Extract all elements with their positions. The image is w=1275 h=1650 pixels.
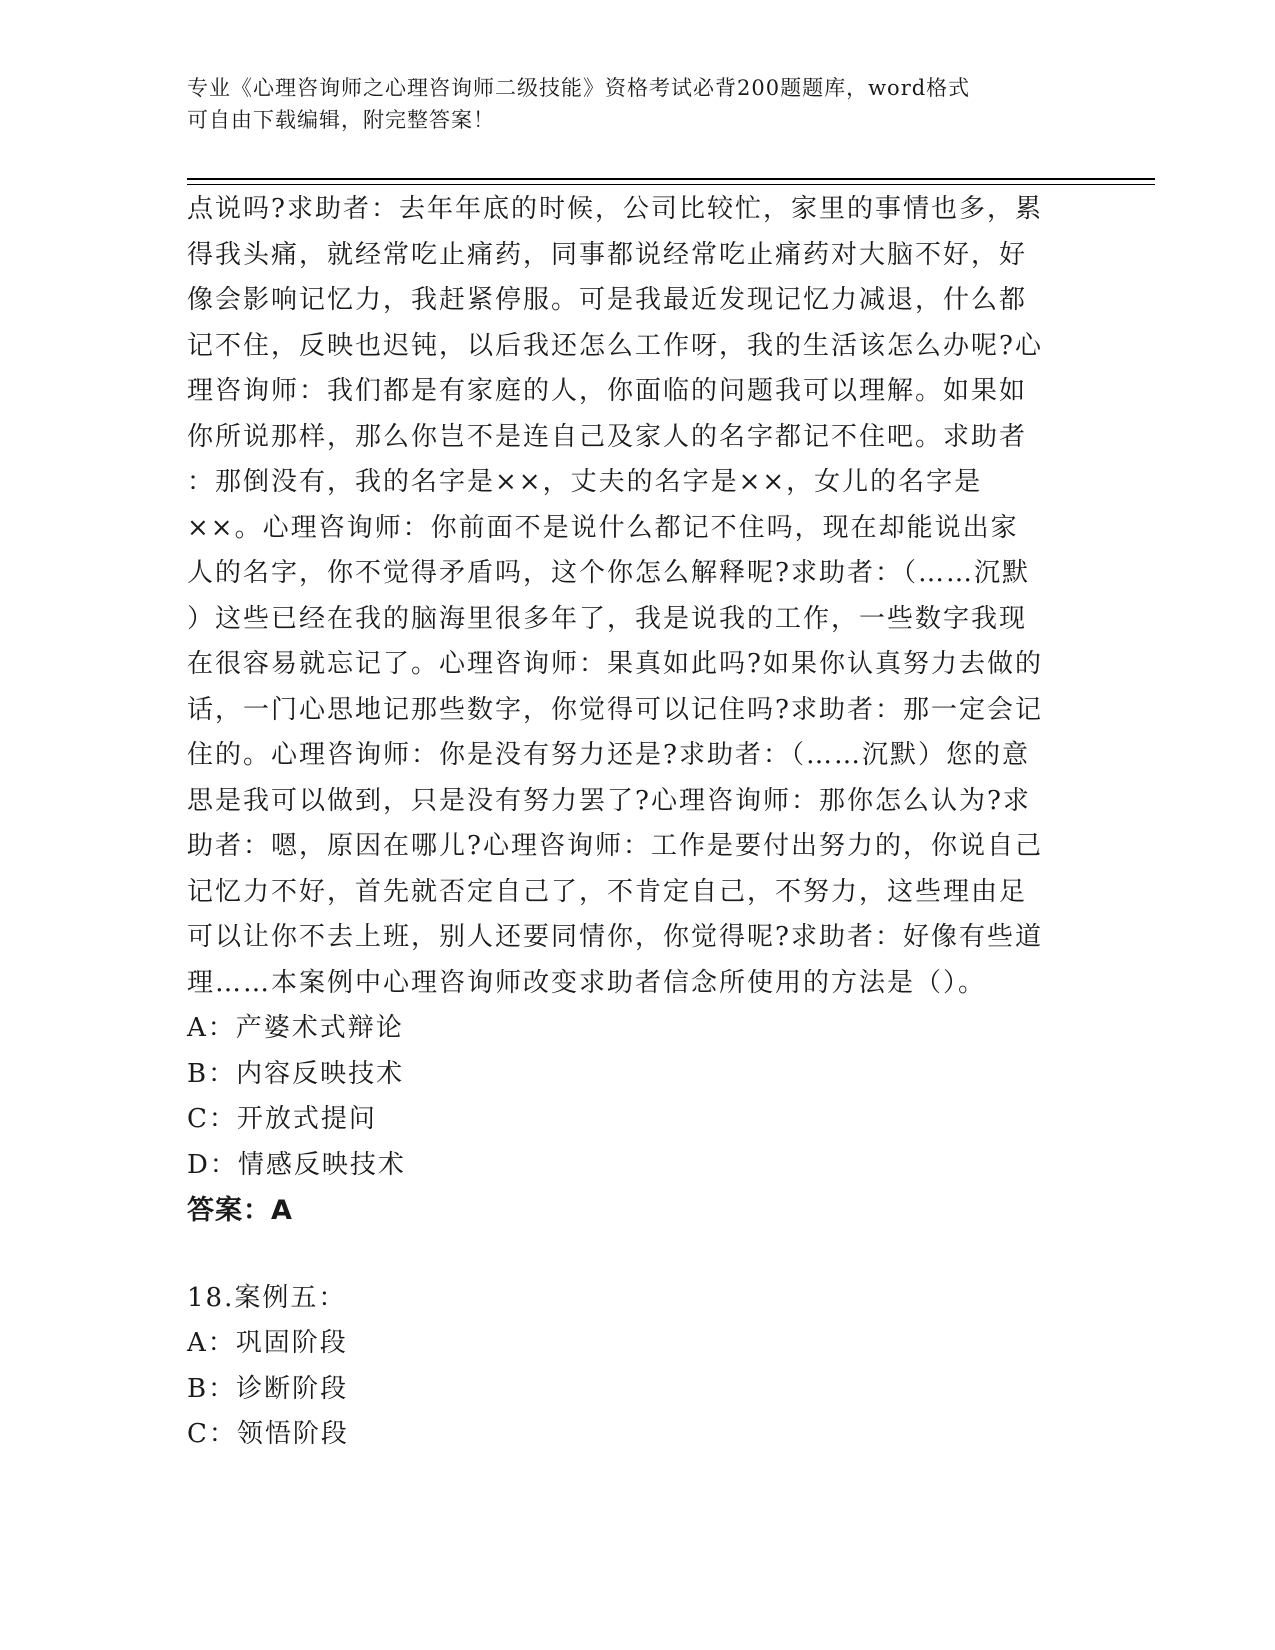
- question-18: [187, 1276, 1072, 1458]
- question-18-option-b: B：诊断阶段: [187, 1373, 349, 1404]
- question-17-text: 点说吗?求助者：去年年底的时候，公司比较忙，家里的事情也多，累 得我头痛，就经常吃止痛药，同事都说经常吃止痛药对大脑不好，好 像会影响记忆力，我赶紧停服。可是我最近发现记忆力减退，什么都 记不住，反映也迟钝，以后我还怎么工作呀，我的生活该怎么办呢?心 理咨询师：我们都是有家庭的人，你面临的问题我可以理解。如果如 你所说那样，那么你岂不是连自己及家人的名字都记不住吧。求助者 ：那倒没有，我的名字是××，丈夫的名字是××，女儿的名字是 ××。心理咨询师：你前面不是说什么都记不住吗，现在却能说出家 人的名字，你不觉得矛盾吗，这个你怎么解释呢?求助者：（……沉默 ）这些已经在我的脑海里很多年了，我是说我的工作，一些数字我现 在很容易就忘记了。心理咨询师：果真如此吗?如果你认真努力去做的 话，一门心思地记那些数字，你觉得可以记住吗?求助者：那一定会记 住的。心理咨询师：你是没有努力还是?求助者：（……沉默）您的意 思是我可以做到，只是没有努力罢了?心理咨询师：那你怎么认为?求 助者：嗯，原因在哪儿?心理咨询师：工作是要付出努力的，你说自己 记忆力不好，首先就否定自己了，不肯定自己，不努力，这些理由足 可以让你不去上班，别人还要同情你，你觉得呢?求助者：好像有些道 理……本案例中心理咨询师改变求助者信念所使用的方法是（）。: [187, 194, 1043, 998]
- question-18-option-a: A：巩固阶段: [187, 1328, 348, 1358]
- header-rule-thick: [187, 178, 1155, 180]
- question-spacer: [187, 1234, 1072, 1276]
- header-rule-thin: [187, 184, 1155, 185]
- question-18-option-c: C：领悟阶段: [187, 1419, 349, 1449]
- question-17-option-a: A：产婆术式辩论: [187, 1013, 404, 1043]
- question-17-answer: 答案：A: [187, 1195, 293, 1226]
- question-18-stem: 18.案例五：: [187, 1282, 347, 1313]
- document-body: [187, 187, 1072, 1458]
- question-17-option-c: C：开放式提问: [187, 1104, 377, 1134]
- question-17: [187, 187, 1072, 1234]
- document-header: 专业《心理咨询师之心理咨询师二级技能》资格考试必背200题题库，word格式 可自由下载编辑，附完整答案！: [187, 76, 971, 132]
- question-17-option-b: B：内容反映技术: [187, 1058, 405, 1089]
- question-17-option-d: D：情感反映技术: [187, 1149, 406, 1180]
